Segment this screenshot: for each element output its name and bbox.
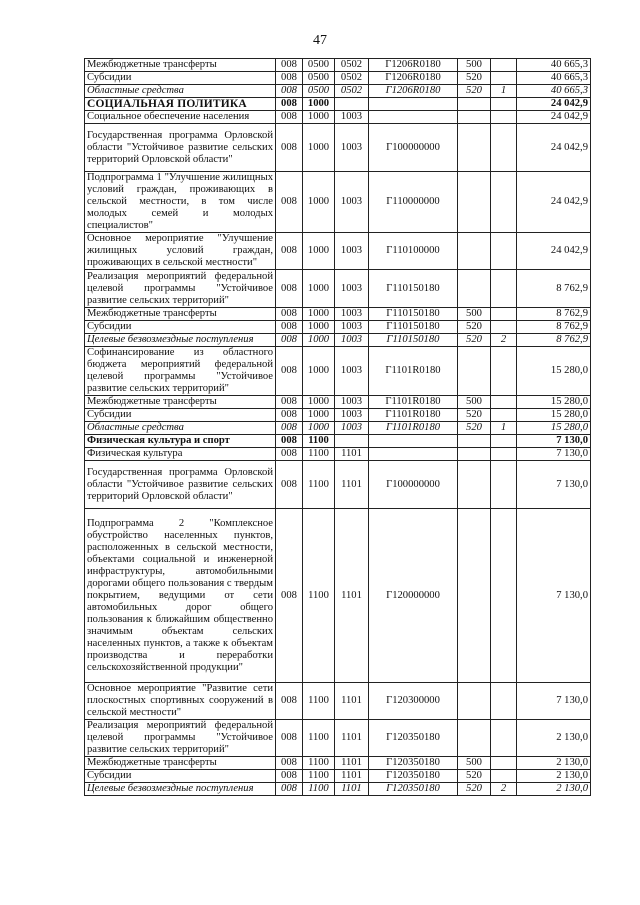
table-row: [85, 396, 591, 409]
row-amount: 8 762,9: [517, 270, 591, 308]
row-section-code: 1100: [303, 783, 335, 796]
row-amount: 24 042,9: [517, 98, 591, 111]
row-target-article: Г1206R0180: [369, 59, 458, 72]
table-row: [85, 683, 591, 720]
row-subsection-code: 1003: [335, 422, 369, 435]
table-row: [85, 111, 591, 124]
row-expense-type: 500: [458, 757, 491, 770]
row-expense-type: [458, 124, 491, 172]
row-name: СОЦИАЛЬНАЯ ПОЛИТИКА: [85, 98, 276, 111]
row-funding-source: [491, 98, 517, 111]
table-row: [85, 334, 591, 347]
row-section-code: 1100: [303, 757, 335, 770]
row-target-article: Г1101R0180: [369, 396, 458, 409]
row-section-code: 1100: [303, 720, 335, 757]
row-name: Государственная программа Орловской области "Устойчивое развитие сельских территорий Орловской области": [85, 461, 276, 509]
row-funding-source: [491, 757, 517, 770]
table-row: [85, 72, 591, 85]
row-admin-code: 008: [276, 98, 303, 111]
row-subsection-code: 1003: [335, 347, 369, 396]
row-admin-code: 008: [276, 683, 303, 720]
row-expense-type: 520: [458, 783, 491, 796]
row-funding-source: [491, 396, 517, 409]
row-admin-code: 008: [276, 59, 303, 72]
row-amount: 15 280,0: [517, 409, 591, 422]
row-section-code: 1000: [303, 308, 335, 321]
row-amount: 2 130,0: [517, 783, 591, 796]
row-section-code: 1100: [303, 683, 335, 720]
table-row: [85, 783, 591, 796]
row-amount: 7 130,0: [517, 435, 591, 448]
row-amount: 7 130,0: [517, 448, 591, 461]
row-target-article: Г1101R0180: [369, 347, 458, 396]
row-section-code: 0500: [303, 72, 335, 85]
row-funding-source: [491, 233, 517, 270]
row-section-code: 1100: [303, 509, 335, 683]
row-funding-source: [491, 448, 517, 461]
row-admin-code: 008: [276, 85, 303, 98]
row-section-code: 1000: [303, 124, 335, 172]
row-subsection-code: 1003: [335, 233, 369, 270]
row-expense-type: 520: [458, 85, 491, 98]
row-amount: 8 762,9: [517, 321, 591, 334]
row-admin-code: 008: [276, 233, 303, 270]
row-funding-source: 2: [491, 334, 517, 347]
row-amount: 24 042,9: [517, 124, 591, 172]
row-subsection-code: 1003: [335, 172, 369, 233]
row-amount: 15 280,0: [517, 347, 591, 396]
table-row: [85, 321, 591, 334]
row-target-article: Г120000000: [369, 509, 458, 683]
row-admin-code: 008: [276, 347, 303, 396]
row-subsection-code: 1003: [335, 270, 369, 308]
row-amount: 2 130,0: [517, 720, 591, 757]
table-row: [85, 409, 591, 422]
row-subsection-code: 0502: [335, 72, 369, 85]
row-subsection-code: 1101: [335, 757, 369, 770]
row-section-code: 1000: [303, 172, 335, 233]
row-subsection-code: 1101: [335, 461, 369, 509]
row-expense-type: 500: [458, 308, 491, 321]
row-subsection-code: 1003: [335, 308, 369, 321]
row-amount: 2 130,0: [517, 770, 591, 783]
row-funding-source: 2: [491, 783, 517, 796]
row-target-article: Г110150180: [369, 270, 458, 308]
row-amount: 40 665,3: [517, 59, 591, 72]
row-section-code: 0500: [303, 59, 335, 72]
row-target-article: Г1101R0180: [369, 409, 458, 422]
row-target-article: Г120350180: [369, 783, 458, 796]
row-funding-source: [491, 59, 517, 72]
row-funding-source: [491, 683, 517, 720]
row-name: Подпрограмма 1 "Улучшение жилищных условий граждан, проживающих в сельской местности, в том числе молодых семей и молодых специалистов": [85, 172, 276, 233]
row-admin-code: 008: [276, 321, 303, 334]
table-row: [85, 98, 591, 111]
row-target-article: Г120350180: [369, 757, 458, 770]
budget-table: [84, 58, 591, 796]
table-row: [85, 422, 591, 435]
row-subsection-code: 1003: [335, 124, 369, 172]
row-funding-source: [491, 172, 517, 233]
row-section-code: 1000: [303, 409, 335, 422]
row-subsection-code: 1101: [335, 770, 369, 783]
row-expense-type: [458, 509, 491, 683]
row-target-article: Г110100000: [369, 233, 458, 270]
row-funding-source: [491, 720, 517, 757]
row-funding-source: [491, 270, 517, 308]
row-target-article: Г120350180: [369, 770, 458, 783]
row-expense-type: [458, 347, 491, 396]
row-target-article: [369, 435, 458, 448]
row-funding-source: [491, 770, 517, 783]
row-target-article: Г110150180: [369, 334, 458, 347]
row-target-article: [369, 98, 458, 111]
row-target-article: Г110000000: [369, 172, 458, 233]
row-name: Основное мероприятие "Улучшение жилищных условий граждан, проживающих в сельской местности": [85, 233, 276, 270]
row-expense-type: [458, 448, 491, 461]
row-amount: 15 280,0: [517, 422, 591, 435]
row-subsection-code: 0502: [335, 85, 369, 98]
row-funding-source: [491, 409, 517, 422]
row-target-article: Г1206R0180: [369, 72, 458, 85]
row-target-article: Г120300000: [369, 683, 458, 720]
row-section-code: 1000: [303, 233, 335, 270]
row-expense-type: [458, 270, 491, 308]
row-section-code: 1000: [303, 321, 335, 334]
row-funding-source: [491, 435, 517, 448]
row-admin-code: 008: [276, 448, 303, 461]
row-expense-type: [458, 435, 491, 448]
row-admin-code: 008: [276, 757, 303, 770]
row-name: Реализация мероприятий федеральной целевой программы "Устойчивое развитие сельских территорий": [85, 720, 276, 757]
row-name: Софинансирование из областного бюджета мероприятий федеральной целевой программы "Устойчивое развитие сельских территорий": [85, 347, 276, 396]
row-section-code: 0500: [303, 85, 335, 98]
row-name: Межбюджетные трансферты: [85, 396, 276, 409]
row-admin-code: 008: [276, 72, 303, 85]
table-row: [85, 448, 591, 461]
row-subsection-code: 1003: [335, 409, 369, 422]
row-section-code: 1000: [303, 270, 335, 308]
row-name: Физическая культура и спорт: [85, 435, 276, 448]
table-row: [85, 435, 591, 448]
row-subsection-code: [335, 435, 369, 448]
table-row: [85, 720, 591, 757]
row-name: Субсидии: [85, 321, 276, 334]
row-expense-type: 500: [458, 396, 491, 409]
row-expense-type: [458, 98, 491, 111]
row-target-article: [369, 448, 458, 461]
row-subsection-code: 1101: [335, 720, 369, 757]
row-subsection-code: 1101: [335, 509, 369, 683]
row-amount: 24 042,9: [517, 172, 591, 233]
table-row: [85, 233, 591, 270]
row-admin-code: 008: [276, 172, 303, 233]
row-subsection-code: 1003: [335, 321, 369, 334]
row-section-code: 1000: [303, 98, 335, 111]
row-amount: 7 130,0: [517, 509, 591, 683]
table-row: [85, 172, 591, 233]
row-expense-type: 500: [458, 59, 491, 72]
row-name: Областные средства: [85, 422, 276, 435]
row-subsection-code: 1003: [335, 111, 369, 124]
row-target-article: Г100000000: [369, 124, 458, 172]
row-amount: 7 130,0: [517, 683, 591, 720]
row-subsection-code: [335, 98, 369, 111]
row-admin-code: 008: [276, 308, 303, 321]
row-name: Субсидии: [85, 72, 276, 85]
table-row: [85, 270, 591, 308]
row-funding-source: 1: [491, 85, 517, 98]
table-row: [85, 308, 591, 321]
row-name: Физическая культура: [85, 448, 276, 461]
row-funding-source: [491, 72, 517, 85]
row-name: Социальное обеспечение населения: [85, 111, 276, 124]
row-name: Субсидии: [85, 409, 276, 422]
row-target-article: Г1101R0180: [369, 422, 458, 435]
row-amount: 24 042,9: [517, 233, 591, 270]
row-admin-code: 008: [276, 334, 303, 347]
row-section-code: 1100: [303, 435, 335, 448]
table-row: [85, 85, 591, 98]
row-section-code: 1000: [303, 422, 335, 435]
row-amount: 15 280,0: [517, 396, 591, 409]
row-name: Подпрограмма 2 "Комплексное обустройство населенных пунктов, расположенных в сельской местности, объектами социальной и инженерной инфраструктуры, автомобильными дорогами общего пользования с твердым покрытием, ведущими от сети автомобильных дорог общего пользования к ближайшим общественно значимым объектам сельских населенных пунктов, а также к объектам производства и переработки сельскохозяйственной продукции": [85, 509, 276, 683]
row-expense-type: [458, 683, 491, 720]
row-name: Целевые безвозмездные поступления: [85, 334, 276, 347]
row-subsection-code: 0502: [335, 59, 369, 72]
row-admin-code: 008: [276, 111, 303, 124]
row-expense-type: 520: [458, 334, 491, 347]
row-subsection-code: 1101: [335, 448, 369, 461]
table-row: [85, 347, 591, 396]
row-admin-code: 008: [276, 396, 303, 409]
row-funding-source: [491, 111, 517, 124]
row-name: Областные средства: [85, 85, 276, 98]
row-expense-type: [458, 461, 491, 509]
row-admin-code: 008: [276, 124, 303, 172]
row-name: Межбюджетные трансферты: [85, 308, 276, 321]
table-row: [85, 124, 591, 172]
row-name: Реализация мероприятий федеральной целевой программы "Устойчивое развитие сельских территорий": [85, 270, 276, 308]
page-number: 47: [313, 33, 327, 48]
row-admin-code: 008: [276, 461, 303, 509]
row-section-code: 1000: [303, 111, 335, 124]
row-admin-code: 008: [276, 435, 303, 448]
row-funding-source: [491, 124, 517, 172]
row-expense-type: [458, 233, 491, 270]
row-admin-code: 008: [276, 270, 303, 308]
row-admin-code: 008: [276, 422, 303, 435]
row-amount: 8 762,9: [517, 334, 591, 347]
row-expense-type: 520: [458, 409, 491, 422]
row-name: Субсидии: [85, 770, 276, 783]
row-amount: 40 665,3: [517, 72, 591, 85]
row-section-code: 1100: [303, 461, 335, 509]
row-name: Целевые безвозмездные поступления: [85, 783, 276, 796]
row-expense-type: 520: [458, 770, 491, 783]
row-expense-type: [458, 111, 491, 124]
row-amount: 7 130,0: [517, 461, 591, 509]
row-expense-type: [458, 720, 491, 757]
table-row: [85, 509, 591, 683]
row-amount: 2 130,0: [517, 757, 591, 770]
row-target-article: Г1206R0180: [369, 85, 458, 98]
row-name: Межбюджетные трансферты: [85, 59, 276, 72]
table-row: [85, 59, 591, 72]
row-section-code: 1100: [303, 770, 335, 783]
table-row: [85, 461, 591, 509]
row-funding-source: 1: [491, 422, 517, 435]
row-expense-type: 520: [458, 72, 491, 85]
row-subsection-code: 1101: [335, 783, 369, 796]
row-admin-code: 008: [276, 509, 303, 683]
row-subsection-code: 1003: [335, 396, 369, 409]
row-expense-type: 520: [458, 321, 491, 334]
row-target-article: Г110150180: [369, 308, 458, 321]
table-row: [85, 757, 591, 770]
row-funding-source: [491, 321, 517, 334]
row-section-code: 1000: [303, 334, 335, 347]
row-target-article: Г120350180: [369, 720, 458, 757]
row-target-article: Г100000000: [369, 461, 458, 509]
row-admin-code: 008: [276, 783, 303, 796]
row-expense-type: 520: [458, 422, 491, 435]
row-funding-source: [491, 509, 517, 683]
row-funding-source: [491, 461, 517, 509]
row-subsection-code: 1101: [335, 683, 369, 720]
budget-table-body: [85, 59, 591, 796]
row-name: Межбюджетные трансферты: [85, 757, 276, 770]
row-admin-code: 008: [276, 770, 303, 783]
row-subsection-code: 1003: [335, 334, 369, 347]
row-admin-code: 008: [276, 409, 303, 422]
row-name: Государственная программа Орловской области "Устойчивое развитие сельских территорий Орловской области": [85, 124, 276, 172]
row-amount: 24 042,9: [517, 111, 591, 124]
row-funding-source: [491, 308, 517, 321]
row-target-article: Г110150180: [369, 321, 458, 334]
row-section-code: 1000: [303, 396, 335, 409]
row-expense-type: [458, 172, 491, 233]
row-admin-code: 008: [276, 720, 303, 757]
row-funding-source: [491, 347, 517, 396]
row-name: Основное мероприятие "Развитие сети плоскостных спортивных сооружений в сельской местности": [85, 683, 276, 720]
row-section-code: 1000: [303, 347, 335, 396]
table-row: [85, 770, 591, 783]
row-section-code: 1100: [303, 448, 335, 461]
row-target-article: [369, 111, 458, 124]
row-amount: 8 762,9: [517, 308, 591, 321]
row-amount: 40 665,3: [517, 85, 591, 98]
